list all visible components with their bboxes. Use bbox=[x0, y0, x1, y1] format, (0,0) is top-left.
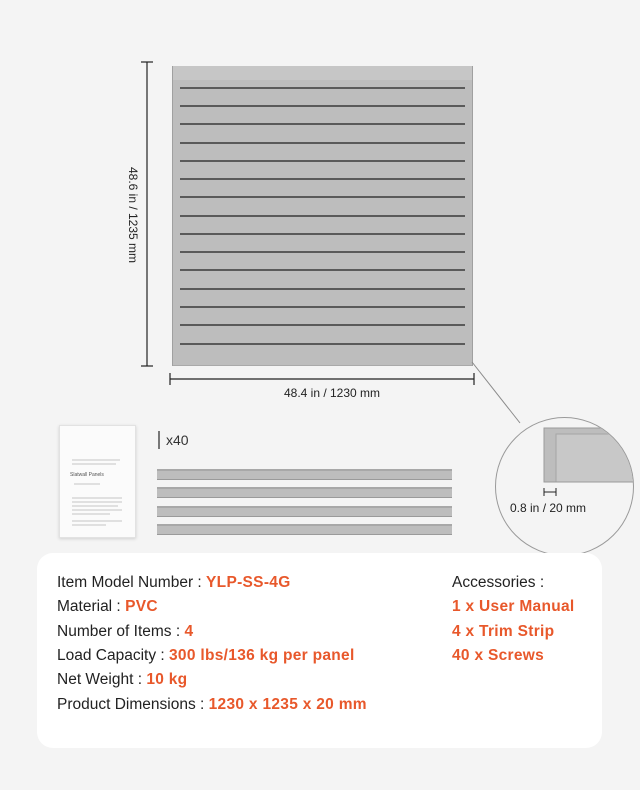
screw-icon bbox=[158, 431, 160, 449]
spec-value: PVC bbox=[125, 598, 158, 615]
panel-slats bbox=[172, 66, 473, 366]
accessory-user-manual: 1 x User Manual bbox=[452, 598, 575, 615]
accessories-heading: Accessories : bbox=[452, 574, 545, 591]
width-dimension-label: 48.4 in / 1230 mm bbox=[283, 386, 381, 400]
spec-load-capacity bbox=[57, 647, 355, 665]
spec-material bbox=[57, 598, 158, 616]
thickness-detail-drawing bbox=[496, 418, 634, 556]
manual-title: Slatwall Panels bbox=[70, 472, 104, 478]
accessory-trim-strip: 4 x Trim Strip bbox=[452, 623, 555, 640]
spec-label: Product Dimensions : bbox=[57, 696, 209, 713]
spec-number-of-items bbox=[57, 623, 193, 641]
spec-value: YLP-SS-4G bbox=[206, 574, 291, 591]
user-manual-image bbox=[59, 425, 136, 538]
screw-count-label: x40 bbox=[166, 432, 189, 448]
spec-model-number bbox=[57, 574, 291, 592]
spec-value: 10 kg bbox=[146, 671, 188, 688]
manual-text-lines bbox=[60, 426, 137, 539]
width-dimension-line bbox=[168, 372, 478, 386]
trim-strip bbox=[157, 524, 452, 535]
spec-label: Material : bbox=[57, 598, 126, 615]
slatwall-panel-image bbox=[172, 66, 473, 366]
spec-value: 300 lbs/136 kg per panel bbox=[169, 647, 355, 664]
spec-value: 4 bbox=[184, 623, 194, 640]
specs-card bbox=[37, 553, 602, 748]
height-dimension-label: 48.6 in / 1235 mm bbox=[126, 166, 140, 264]
thickness-detail-circle bbox=[495, 417, 634, 556]
height-dimension-line bbox=[140, 60, 154, 370]
spec-label: Load Capacity : bbox=[57, 647, 170, 664]
spec-label: Net Weight : bbox=[57, 671, 147, 688]
spec-label: Number of Items : bbox=[57, 623, 185, 640]
spec-net-weight bbox=[57, 671, 187, 689]
spec-label: Item Model Number : bbox=[57, 574, 207, 591]
zoom-leader-line bbox=[470, 360, 550, 430]
trim-strip bbox=[157, 487, 452, 498]
spec-product-dimensions bbox=[57, 696, 367, 714]
trim-strip bbox=[157, 469, 452, 480]
trim-strip bbox=[157, 506, 452, 517]
spec-value: 1230 x 1235 x 20 mm bbox=[208, 696, 367, 713]
accessory-screws: 40 x Screws bbox=[452, 647, 545, 664]
thickness-label: 0.8 in / 20 mm bbox=[510, 501, 587, 515]
